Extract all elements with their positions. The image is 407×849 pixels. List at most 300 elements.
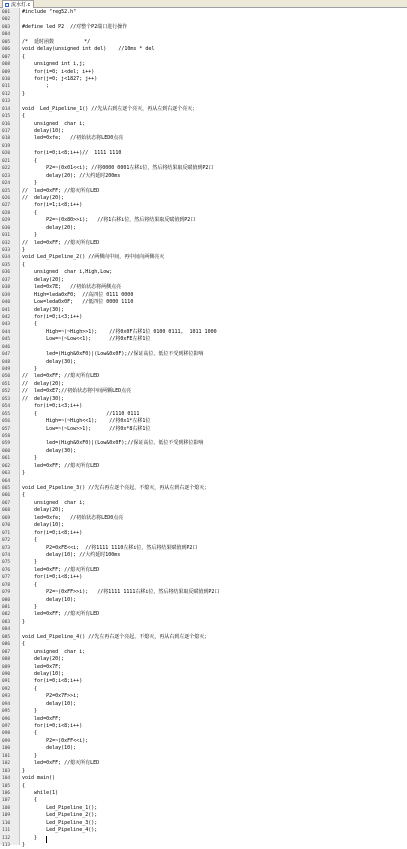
code-text[interactable]: unsigned int i,j; <box>22 61 86 68</box>
line-number: 068 <box>2 508 11 514</box>
line-number: 103 <box>2 768 11 774</box>
code-text[interactable]: delay(10); <box>22 745 77 752</box>
code-line[interactable] <box>0 24 407 31</box>
code-line[interactable] <box>0 656 407 663</box>
code-text[interactable]: led=0xfe; //初始状态将LED0点亮 <box>22 514 124 521</box>
code-line[interactable] <box>0 835 407 842</box>
code-line[interactable] <box>0 351 407 358</box>
code-text[interactable]: // delay(20); <box>22 380 65 387</box>
code-line[interactable] <box>0 314 407 321</box>
code-line[interactable] <box>0 530 407 537</box>
code-text[interactable]: led=0x7E; //初始状态将两侧点亮 <box>22 284 122 291</box>
code-text[interactable]: } <box>22 232 38 239</box>
code-text[interactable]: void Led_Pipeline_1() //先从右到左逐个亮灭，再从左到右逐个亮灭； <box>22 105 198 112</box>
line-number: 022 <box>2 166 11 172</box>
code-text[interactable]: /* 延时函数 */ <box>22 38 91 45</box>
code-line[interactable] <box>0 217 407 224</box>
code-line[interactable] <box>0 671 407 678</box>
code-line[interactable] <box>0 373 407 380</box>
line-number: 033 <box>2 248 11 253</box>
code-text[interactable]: delay(20); <box>22 224 77 231</box>
code-text[interactable]: // led=0xFF; //熄灭所有LED <box>22 187 100 194</box>
code-line[interactable] <box>0 113 407 120</box>
code-line[interactable] <box>0 649 407 656</box>
code-line[interactable] <box>0 745 407 752</box>
code-text[interactable]: void Led_Pipeline_3() //先右再左逐个亮起，不熄灭，再从左到右逐个熄灭； <box>22 485 210 491</box>
line-number: 077 <box>2 575 11 581</box>
code-text[interactable]: led=0xFF; //熄灭所有LED <box>22 760 100 767</box>
code-line[interactable] <box>0 686 407 693</box>
line-number: 008 <box>2 62 11 68</box>
code-text[interactable]: } <box>22 470 26 477</box>
line-number: 028 <box>2 210 11 216</box>
line-number: 017 <box>2 129 11 134</box>
code-line[interactable] <box>0 411 407 418</box>
code-text[interactable]: delay(10); <box>22 596 77 603</box>
line-number: 075 <box>2 560 11 566</box>
line-number: 108 <box>2 805 11 811</box>
code-line[interactable] <box>0 820 407 827</box>
line-number: 005 <box>2 39 11 45</box>
line-number: 105 <box>2 783 11 789</box>
code-line[interactable] <box>0 39 407 46</box>
code-line[interactable] <box>0 83 407 90</box>
line-number: 026 <box>2 195 11 201</box>
code-text[interactable]: void main() <box>22 775 56 782</box>
line-number: 035 <box>2 262 11 268</box>
code-text[interactable]: } <box>22 559 38 566</box>
code-text[interactable]: Low=~(~Low>>1); //将0x*8右移1位 <box>22 425 151 432</box>
code-text[interactable]: } <box>22 618 26 625</box>
code-line[interactable] <box>0 500 407 507</box>
code-line[interactable] <box>0 760 407 767</box>
code-line[interactable] <box>0 440 407 447</box>
line-number: 058 <box>2 433 11 439</box>
code-text[interactable]: // delay(20); <box>22 194 65 201</box>
line-number: 095 <box>2 709 11 715</box>
code-text[interactable]: Led_Pipeline_4(); <box>22 827 98 834</box>
line-number: 051 <box>2 381 11 387</box>
code-text[interactable]: led=0xFF; <box>22 715 62 722</box>
code-text[interactable]: // led=0xFF; //熄灭所有LED <box>22 239 100 246</box>
code-text[interactable]: for(i=0;i<3;i++) <box>22 403 83 410</box>
code-line[interactable] <box>0 46 407 53</box>
code-line[interactable] <box>0 16 407 23</box>
code-line[interactable] <box>0 336 407 343</box>
code-line[interactable] <box>0 559 407 566</box>
code-line[interactable] <box>0 716 407 723</box>
line-number: 098 <box>2 731 11 737</box>
code-text[interactable]: led=0xFF; //熄灭所有LED <box>22 566 100 573</box>
code-line[interactable] <box>0 738 407 745</box>
line-number: 037 <box>2 277 11 283</box>
code-text[interactable]: // led=0xFF; //熄灭所有LED <box>22 373 100 380</box>
line-number: 019 <box>2 143 11 149</box>
code-line[interactable] <box>0 634 407 641</box>
line-number: 020 <box>2 151 11 157</box>
line-number: 113 <box>2 843 11 848</box>
code-text[interactable]: #define led P2 //对整个P2端口进行操作 <box>22 23 128 30</box>
line-number: 057 <box>2 426 11 432</box>
code-text[interactable]: ; <box>22 83 50 90</box>
code-text[interactable]: } <box>22 366 38 372</box>
code-text[interactable]: High=~(~High>>1); //将0x0F右移1位 0100 0111, 1011 1000 <box>22 328 217 335</box>
line-number: 101 <box>2 753 11 759</box>
line-number: 055 <box>2 411 11 417</box>
line-number: 050 <box>2 374 11 380</box>
code-text[interactable]: delay(20); //大约延时200ms <box>22 172 121 179</box>
code-editor[interactable] <box>0 9 407 849</box>
code-line[interactable] <box>0 693 407 700</box>
code-text[interactable]: { <box>22 685 38 692</box>
code-text[interactable]: delay(10); <box>22 670 65 677</box>
line-number: 012 <box>2 91 11 97</box>
code-line[interactable] <box>0 284 407 291</box>
code-line[interactable] <box>0 485 407 492</box>
code-line[interactable] <box>0 470 407 477</box>
code-line[interactable] <box>0 448 407 455</box>
code-text[interactable]: // led=0xE7;//初始状态将中间两颗LED点亮 <box>22 388 132 395</box>
line-number: 041 <box>2 307 11 313</box>
code-text[interactable]: { <box>22 321 38 328</box>
code-text[interactable]: } <box>22 842 26 848</box>
code-line[interactable] <box>0 321 407 328</box>
line-number: 062 <box>2 463 11 469</box>
code-text[interactable]: delay(30); <box>22 306 65 313</box>
code-line[interactable] <box>0 805 407 812</box>
code-text[interactable]: unsigned char i; <box>22 648 86 655</box>
code-line[interactable] <box>0 492 407 499</box>
code-line[interactable] <box>0 582 407 589</box>
line-number: 029 <box>2 218 11 224</box>
code-text[interactable]: delay(30); <box>22 358 77 365</box>
code-text[interactable]: } <box>22 708 38 715</box>
tab-label: 流水灯.c <box>11 1 31 8</box>
code-line[interactable] <box>0 76 407 83</box>
code-text[interactable]: delay(10); //大约延时100ms <box>22 551 121 558</box>
code-text[interactable]: { <box>22 53 26 60</box>
code-line[interactable] <box>0 790 407 797</box>
line-number: 084 <box>2 627 11 633</box>
code-text[interactable]: for(i=0;i<8;i++)// 1111 1110 <box>22 150 122 157</box>
c-file-icon <box>5 3 9 7</box>
line-number: 099 <box>2 738 11 744</box>
code-line[interactable] <box>0 344 407 351</box>
code-line[interactable] <box>0 842 407 849</box>
line-number: 102 <box>2 761 11 767</box>
code-text[interactable]: led=0xfe; //初始状态将LED0点亮 <box>22 135 124 142</box>
line-number: 072 <box>2 538 11 544</box>
code-text[interactable]: { <box>22 782 26 789</box>
code-text[interactable]: void Led_Pipeline_2() //两侧向中间，再中间向两侧亮灭 <box>22 254 165 261</box>
code-text[interactable]: delay(10); <box>22 700 77 707</box>
code-line[interactable] <box>0 678 407 685</box>
line-number: 009 <box>2 69 11 75</box>
code-text[interactable]: delay(20); <box>22 507 65 514</box>
code-text[interactable]: delay(20); <box>22 276 65 283</box>
code-line[interactable] <box>0 150 407 157</box>
line-number: 011 <box>2 84 11 90</box>
code-text[interactable]: unsigned char i; <box>22 499 86 506</box>
code-line[interactable] <box>0 121 407 128</box>
code-text[interactable]: { <box>22 113 26 120</box>
code-line[interactable] <box>0 619 407 626</box>
line-number: 091 <box>2 679 11 685</box>
code-line[interactable] <box>0 307 407 314</box>
code-text[interactable]: { <box>22 261 26 268</box>
code-line[interactable] <box>0 254 407 261</box>
code-line[interactable] <box>0 180 407 187</box>
code-text[interactable]: P2=0x7F>>i; <box>22 693 80 700</box>
code-line[interactable] <box>0 478 407 485</box>
code-text[interactable]: delay(20); <box>22 656 65 663</box>
code-line[interactable] <box>0 106 407 113</box>
code-line[interactable] <box>0 143 407 150</box>
code-text[interactable]: } <box>22 767 26 774</box>
line-number: 042 <box>2 314 11 320</box>
line-number: 048 <box>2 359 11 365</box>
code-text[interactable]: { <box>22 730 38 737</box>
code-line[interactable] <box>0 574 407 581</box>
code-line[interactable] <box>0 664 407 671</box>
code-line[interactable] <box>0 31 407 38</box>
line-number: 078 <box>2 582 11 588</box>
code-text[interactable]: { <box>22 641 26 648</box>
code-text[interactable]: led=0xFF; //熄灭所有LED <box>22 611 100 618</box>
code-text[interactable]: Led_Pipeline_3(); <box>22 819 98 826</box>
code-text[interactable]: P2=~(0xFF<<i); <box>22 737 89 744</box>
line-number: 081 <box>2 605 11 610</box>
code-line[interactable] <box>0 597 407 604</box>
code-line[interactable] <box>0 418 407 425</box>
line-number: 060 <box>2 448 11 454</box>
code-text[interactable]: for(i=1;i<8;i++) <box>22 202 83 209</box>
code-text[interactable]: unsigned char i,High,Low; <box>22 269 113 276</box>
line-number: 013 <box>2 99 11 105</box>
code-text[interactable]: High=~(~High<<1); //将0x1*左移1位 <box>22 418 151 425</box>
code-text[interactable]: for(i=0;i<8;i++) <box>22 574 83 581</box>
code-line[interactable] <box>0 730 407 737</box>
line-number: 034 <box>2 255 11 261</box>
code-line[interactable] <box>0 165 407 172</box>
line-number: 061 <box>2 456 11 462</box>
code-line[interactable] <box>0 359 407 366</box>
line-number: 070 <box>2 523 11 529</box>
line-number: 074 <box>2 552 11 558</box>
line-number: 031 <box>2 233 11 239</box>
code-line[interactable] <box>0 723 407 730</box>
code-line[interactable] <box>0 426 407 433</box>
code-line[interactable] <box>0 202 407 209</box>
line-number: 007 <box>2 54 11 60</box>
code-text[interactable]: P2=~(0xFF>>i); //将1111 1111右移i位，然后将结果取反赋值到P2口 <box>22 589 220 596</box>
line-number: 065 <box>2 486 11 491</box>
code-line[interactable] <box>0 708 407 715</box>
line-number: 040 <box>2 300 11 306</box>
line-number: 082 <box>2 612 11 618</box>
line-number: 044 <box>2 329 11 335</box>
code-text[interactable]: led=(High&0xF0)|(Low&0x0F);//保证高位、低位不受到移位影响 <box>22 351 204 358</box>
code-text[interactable]: for(i=0;i<3;i++) <box>22 313 83 320</box>
code-line[interactable] <box>0 611 407 618</box>
code-line[interactable] <box>0 61 407 68</box>
code-line[interactable] <box>0 299 407 306</box>
line-number: 064 <box>2 478 11 484</box>
code-line[interactable] <box>0 396 407 403</box>
code-text[interactable]: led=0xFF; //熄灭所有LED <box>22 462 100 469</box>
line-number: 003 <box>2 24 11 30</box>
line-number: 085 <box>2 634 11 640</box>
line-number: 032 <box>2 240 11 246</box>
code-line[interactable] <box>0 783 407 790</box>
code-text[interactable]: { <box>22 492 26 499</box>
line-number: 059 <box>2 441 11 447</box>
code-line[interactable] <box>0 827 407 834</box>
code-text[interactable]: Low=leda0x0F; //低四位 0000 1110 <box>22 299 134 306</box>
code-line[interactable] <box>0 812 407 819</box>
line-number: 111 <box>2 828 11 834</box>
code-line[interactable] <box>0 188 407 195</box>
code-text[interactable]: } <box>22 604 38 610</box>
line-number: 093 <box>2 694 11 700</box>
code-text[interactable]: for(i=0;i<8;i++) <box>22 723 83 729</box>
code-text[interactable]: { <box>22 797 38 804</box>
code-text[interactable]: } <box>22 834 38 841</box>
code-text[interactable]: { <box>22 209 38 216</box>
code-line[interactable] <box>0 463 407 470</box>
line-number: 038 <box>2 285 11 291</box>
code-text[interactable]: } <box>22 180 38 187</box>
code-line[interactable] <box>0 522 407 529</box>
code-text[interactable]: } <box>22 90 26 97</box>
line-number: 066 <box>2 493 11 499</box>
code-text[interactable]: for(i=0;i<8;i++) <box>22 529 83 536</box>
code-text[interactable]: for(i=0; i<del; i++) <box>22 68 95 75</box>
code-line[interactable] <box>0 567 407 574</box>
code-line[interactable] <box>0 69 407 76</box>
line-number: 073 <box>2 545 11 551</box>
line-number: 088 <box>2 657 11 663</box>
code-text[interactable]: { <box>22 157 38 164</box>
code-text[interactable]: delay(10); <box>22 128 65 134</box>
code-text[interactable]: #include "reg52.h" <box>22 9 77 15</box>
code-line[interactable] <box>0 545 407 552</box>
code-line[interactable] <box>0 455 407 462</box>
code-line[interactable] <box>0 262 407 269</box>
line-number: 096 <box>2 716 11 722</box>
code-text[interactable]: { <box>22 537 38 544</box>
code-text[interactable]: } <box>22 752 38 759</box>
code-text[interactable]: Led_Pipeline_2(); <box>22 812 98 819</box>
code-text[interactable]: { <box>22 581 38 588</box>
code-line[interactable] <box>0 54 407 61</box>
line-number: 036 <box>2 270 11 276</box>
code-line[interactable] <box>0 626 407 633</box>
code-text[interactable]: void delay(unsigned int del) //10ms * del <box>22 46 155 53</box>
code-line[interactable] <box>0 768 407 775</box>
code-line[interactable] <box>0 225 407 232</box>
code-line[interactable] <box>0 589 407 596</box>
code-line[interactable] <box>0 552 407 559</box>
code-text[interactable]: while(1) <box>22 789 59 796</box>
line-number: 049 <box>2 367 11 372</box>
code-line[interactable] <box>0 98 407 105</box>
line-number: 056 <box>2 419 11 425</box>
code-line[interactable] <box>0 240 407 247</box>
line-number: 094 <box>2 701 11 707</box>
code-line[interactable] <box>0 388 407 395</box>
line-number: 002 <box>2 17 11 23</box>
code-line[interactable] <box>0 537 407 544</box>
code-text[interactable]: for(j=0; j<1827; j++) <box>22 75 98 82</box>
line-number: 087 <box>2 649 11 655</box>
code-line[interactable] <box>0 173 407 180</box>
line-number: 106 <box>2 790 11 796</box>
code-line[interactable] <box>0 135 407 142</box>
code-line[interactable] <box>0 775 407 782</box>
code-text[interactable]: High=leda0xF0; //高四位 0111 0000 <box>22 291 134 298</box>
code-text[interactable]: P2=~(0x80>>i); //将1右移i位，然后将结果取反赋值到P2口 <box>22 217 196 224</box>
code-line[interactable] <box>0 641 407 648</box>
code-line[interactable] <box>0 232 407 239</box>
code-line[interactable] <box>0 269 407 276</box>
code-line[interactable] <box>0 195 407 202</box>
line-number: 097 <box>2 724 11 729</box>
code-text[interactable]: } <box>22 247 26 253</box>
line-number: 004 <box>2 32 11 38</box>
line-number: 089 <box>2 664 11 670</box>
code-text[interactable]: unsigned char i; <box>22 120 86 127</box>
text-cursor <box>46 836 47 843</box>
code-text[interactable]: delay(30); <box>22 447 77 454</box>
code-text[interactable]: led=0x7F; <box>22 663 62 670</box>
code-text[interactable]: delay(10); <box>22 522 65 529</box>
line-number: 047 <box>2 352 11 358</box>
line-number: 045 <box>2 337 11 343</box>
line-number: 107 <box>2 798 11 804</box>
line-number: 027 <box>2 203 11 209</box>
line-number: 104 <box>2 776 11 782</box>
line-number: 016 <box>2 121 11 127</box>
line-number: 109 <box>2 813 11 819</box>
line-number: 030 <box>2 225 11 231</box>
code-text[interactable]: P2=~(0x01<<i); //将0000 0001左移i位，然后将结果取反赋值到P2口 <box>22 165 214 172</box>
code-text[interactable]: { //1110 0111 <box>22 410 140 417</box>
code-line[interactable] <box>0 507 407 514</box>
code-text[interactable]: void Led_Pipeline_4() //先左再右逐个亮起，不熄灭，再从右到左逐个熄灭； <box>22 633 210 640</box>
line-number: 021 <box>2 158 11 164</box>
code-text[interactable]: P2=0xFE<<i; //将1111 1110左移i位，然后将结果赋值到P2口 <box>22 544 198 551</box>
tab-source-file[interactable] <box>2 0 34 8</box>
code-line[interactable] <box>0 701 407 708</box>
code-line[interactable] <box>0 797 407 804</box>
code-line[interactable] <box>0 91 407 98</box>
line-number: 092 <box>2 686 11 692</box>
code-line[interactable] <box>0 403 407 410</box>
code-line[interactable] <box>0 292 407 299</box>
line-number: 110 <box>2 820 11 826</box>
code-text[interactable]: led=(High&0xF0)|(Low&0x0F);//保证高位、低位不受到移位影响 <box>22 440 204 447</box>
code-text[interactable]: } <box>22 455 38 462</box>
line-number: 025 <box>2 188 11 194</box>
code-text[interactable]: Low=~(~Low<<1); //将0xFE左移1位 <box>22 336 151 343</box>
code-text[interactable]: Led_Pipeline_1(); <box>22 804 98 811</box>
code-text[interactable]: // delay(30); <box>22 395 65 402</box>
code-text[interactable]: for(i=0;i<8;i++) <box>22 678 83 685</box>
code-line[interactable] <box>0 9 407 16</box>
code-line[interactable] <box>0 515 407 522</box>
editor-tab-bar <box>0 0 407 8</box>
